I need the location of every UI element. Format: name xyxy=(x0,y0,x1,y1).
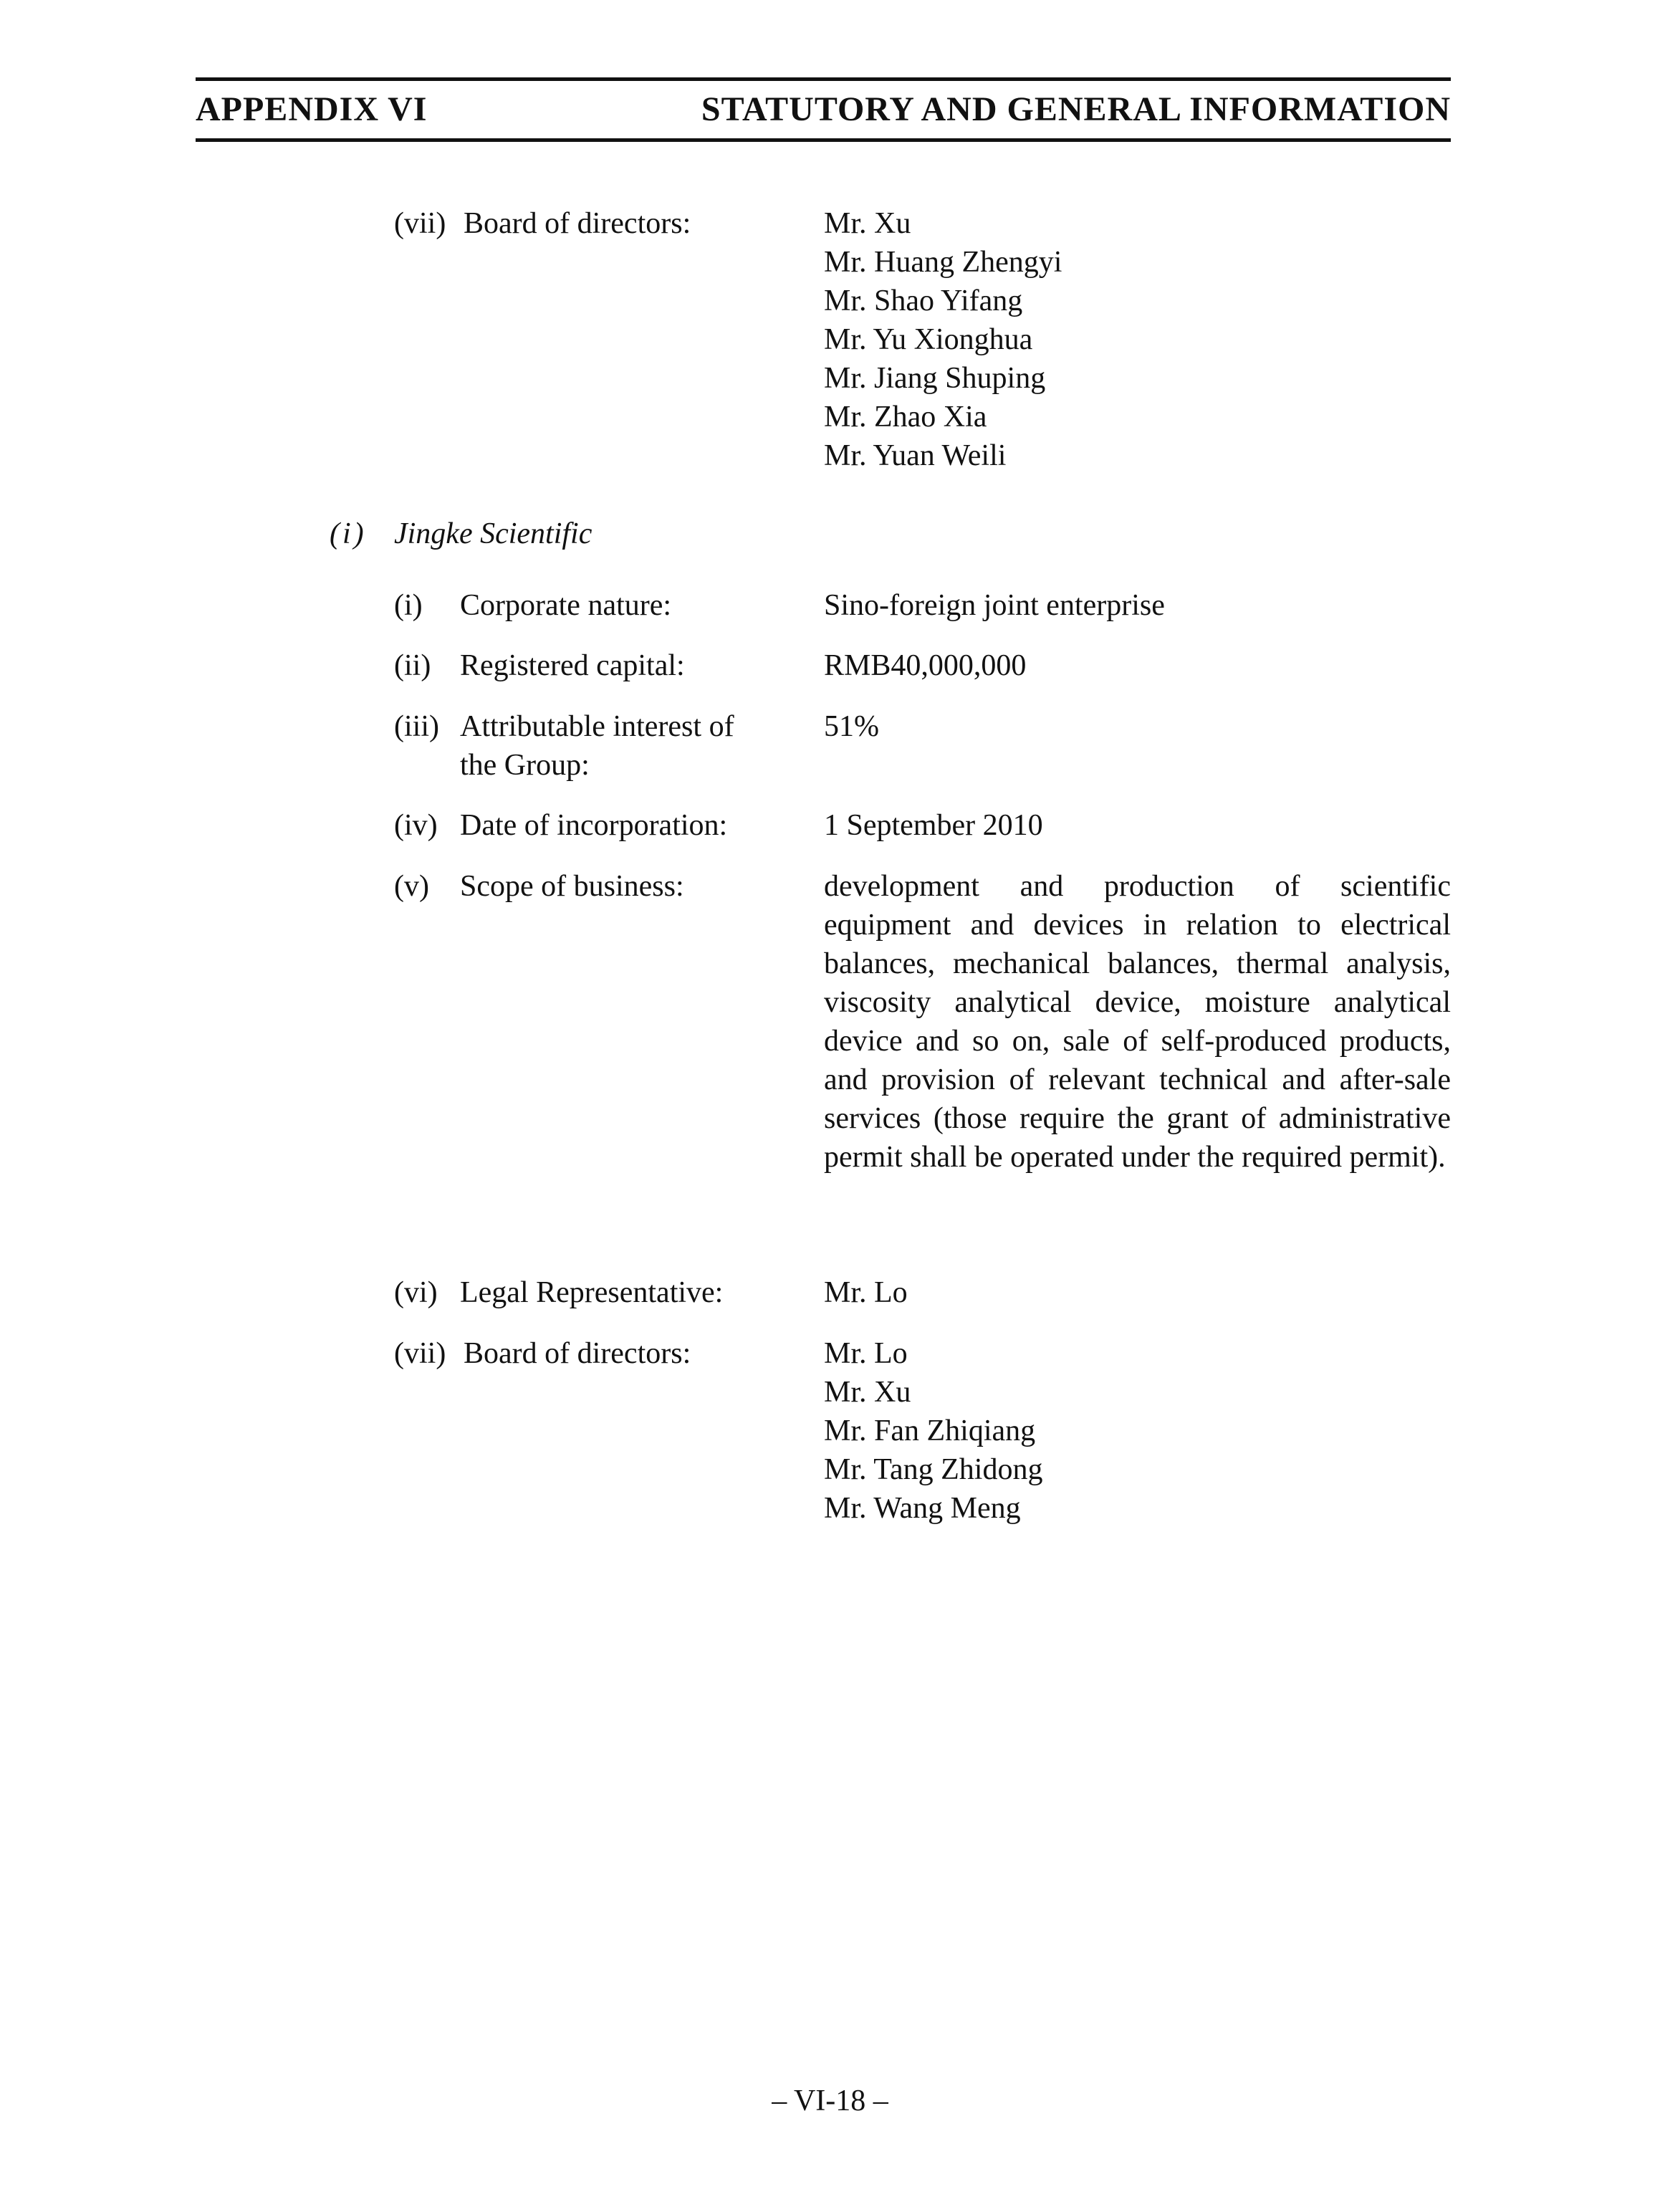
section-marker: (i) xyxy=(330,517,367,550)
board-member: Mr. Huang Zhengyi xyxy=(824,246,1062,279)
item-label: Board of directors: xyxy=(464,1337,691,1370)
item-label: Attributable interest of xyxy=(460,710,734,743)
board-member: Mr. Fan Zhiqiang xyxy=(824,1414,1036,1447)
item-corporate-nature xyxy=(0,586,1660,629)
board-member: Mr. Shao Yifang xyxy=(824,284,1023,317)
page-header xyxy=(196,77,1451,142)
board-member: Mr. Wang Meng xyxy=(824,1492,1021,1525)
item-scope-of-business xyxy=(0,867,1660,1261)
item-value: Mr. Lo xyxy=(824,1276,908,1309)
item-label: Scope of business: xyxy=(460,870,684,903)
board-members xyxy=(824,204,1062,475)
item-number: (ii) xyxy=(394,649,431,682)
board-member: Mr. Jiang Shuping xyxy=(824,362,1046,395)
scope-description: development and production of scientific equipment and devices in relation to electrical balances, mechanical balances, thermal analysis, viscosity analytical device, moisture analytical device and so on, sale of self-produced products, and provision of relevant technical and after-sale services (those require the grant of administrative permit shall be operated under the required permit). xyxy=(824,870,1451,1174)
board-member: Mr. Xu xyxy=(824,207,911,240)
item-number: (i) xyxy=(394,589,423,622)
item-label: Registered capital: xyxy=(460,649,685,682)
item-value: 1 September 2010 xyxy=(824,809,1043,842)
item-number: (vi) xyxy=(394,1276,438,1309)
board-member: Mr. Tang Zhidong xyxy=(824,1453,1043,1486)
board-member: Mr. Zhao Xia xyxy=(824,401,987,434)
item-registered-capital xyxy=(0,646,1660,689)
header-section-title: STATUTORY AND GENERAL INFORMATION xyxy=(701,90,1451,128)
item-legal-representative xyxy=(0,1273,1660,1316)
prior-board-block xyxy=(0,204,1660,491)
item-number: (iv) xyxy=(394,809,438,842)
page-number: – VI-18 – xyxy=(772,2084,888,2117)
board-member: Mr. Lo xyxy=(824,1337,908,1370)
item-label: Date of incorporation: xyxy=(460,809,728,842)
item-attributable-interest xyxy=(0,707,1660,786)
item-number: (iii) xyxy=(394,710,439,743)
item-value: 51% xyxy=(824,710,879,743)
item-number: (vii) xyxy=(394,207,446,240)
section-title: Jingke Scientific xyxy=(394,517,592,550)
appendix-label: APPENDIX VI xyxy=(196,90,428,128)
board-member: Mr. Yuan Weili xyxy=(824,439,1007,472)
board-member: Mr. Yu Xionghua xyxy=(824,323,1033,356)
item-number: (vii) xyxy=(394,1337,446,1370)
item-date-of-incorporation xyxy=(0,806,1660,849)
board-members xyxy=(824,1334,1042,1528)
item-value: RMB40,000,000 xyxy=(824,649,1027,682)
item-board-of-directors xyxy=(0,1334,1660,1549)
board-member: Mr. Xu xyxy=(824,1376,911,1409)
item-value: Sino-foreign joint enterprise xyxy=(824,589,1165,622)
item-label: Board of directors: xyxy=(464,207,691,240)
item-number: (v) xyxy=(394,870,429,903)
item-label: Corporate nature: xyxy=(460,589,672,622)
item-label-continued: the Group: xyxy=(460,749,590,782)
item-label: Legal Representative: xyxy=(460,1276,724,1309)
